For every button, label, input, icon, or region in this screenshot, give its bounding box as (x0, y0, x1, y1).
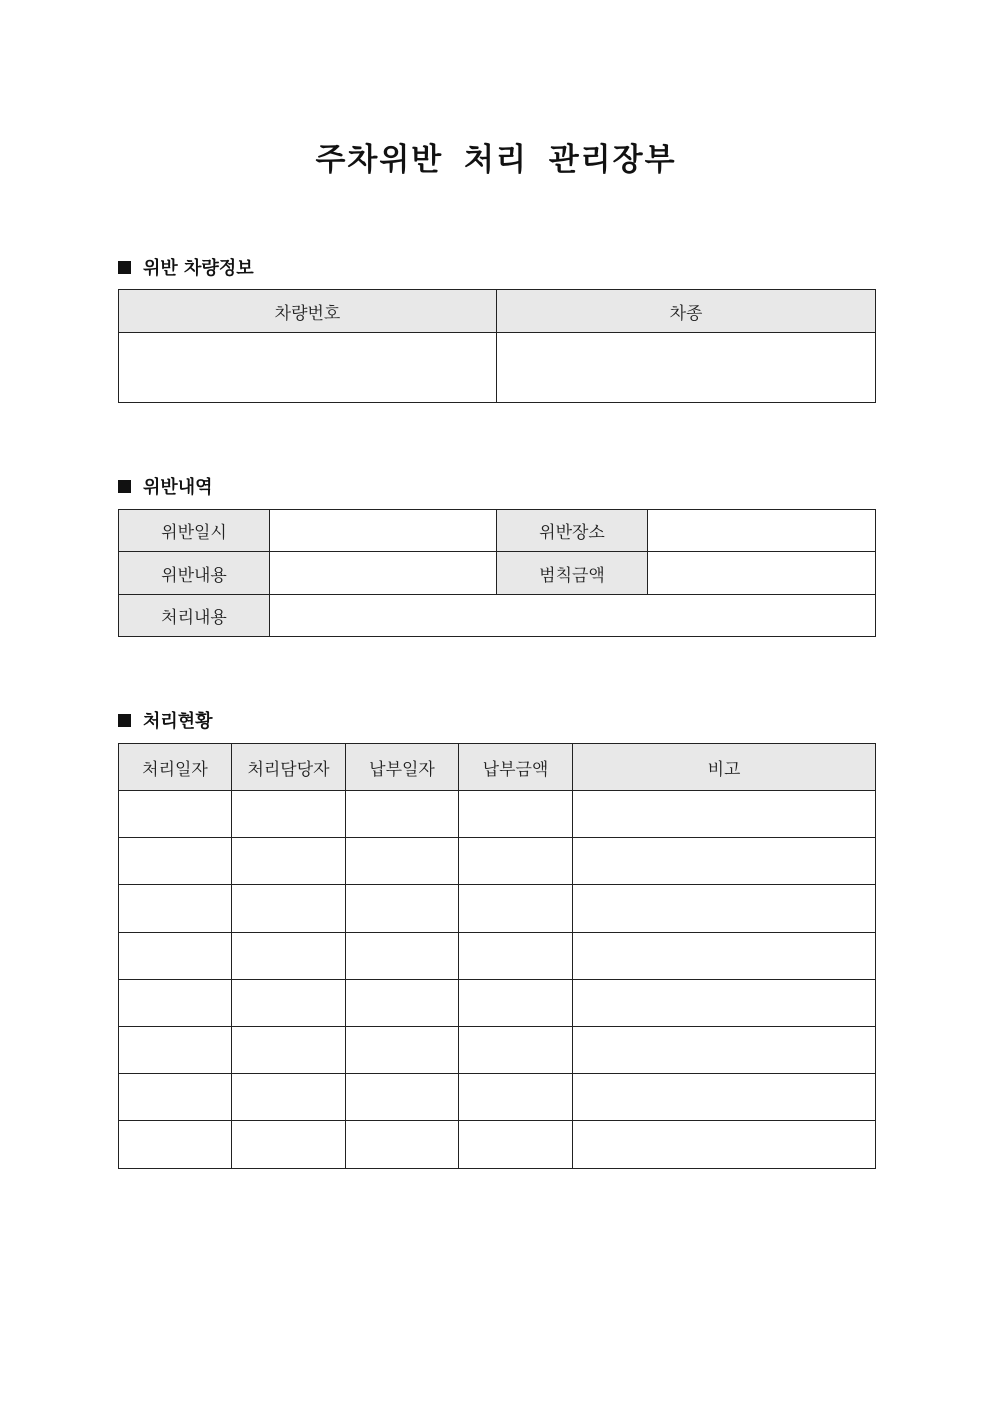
header-processing-officer: 처리담당자 (232, 744, 346, 791)
processing-officer-cell[interactable] (232, 838, 346, 885)
page-title: 주차위반 처리 관리장부 (315, 142, 677, 178)
table-row (119, 838, 876, 885)
processing-date-cell[interactable] (119, 885, 232, 933)
payment-amount-cell[interactable] (459, 791, 573, 838)
violation-location-field[interactable] (648, 510, 876, 552)
processing-status-table (118, 743, 876, 1169)
header-payment-amount: 납부금액 (459, 744, 573, 791)
remarks-cell[interactable] (573, 838, 876, 885)
processing-officer-cell[interactable] (232, 1074, 346, 1121)
processing-date-cell[interactable] (119, 791, 232, 838)
table-row (119, 885, 876, 933)
remarks-cell[interactable] (573, 791, 876, 838)
section-processing-status-label: 처리현황 (143, 711, 213, 732)
processing-officer-cell[interactable] (232, 791, 346, 838)
vehicle-type-field[interactable] (497, 333, 876, 403)
header-vehicle-type: 차종 (497, 290, 876, 333)
table-row (119, 1074, 876, 1121)
processing-date-cell[interactable] (119, 1074, 232, 1121)
header-remarks: 비고 (573, 744, 876, 791)
table-row (119, 791, 876, 838)
payment-date-cell[interactable] (346, 791, 459, 838)
processing-date-cell[interactable] (119, 1121, 232, 1169)
payment-date-cell[interactable] (346, 1121, 459, 1169)
processing-content-field[interactable] (270, 595, 876, 637)
remarks-cell[interactable] (573, 1027, 876, 1074)
header-processing-date: 처리일자 (119, 744, 232, 791)
section-vehicle-info-label: 위반 차량정보 (143, 258, 254, 279)
header-payment-date: 납부일자 (346, 744, 459, 791)
section-vehicle-info-heading (118, 254, 254, 280)
processing-date-cell[interactable] (119, 933, 232, 980)
label-processing-content: 처리내용 (119, 595, 270, 637)
label-violation-content: 위반내용 (119, 552, 270, 595)
processing-date-cell[interactable] (119, 1027, 232, 1074)
section-violation-details-label: 위반내역 (143, 477, 213, 498)
header-plate-number: 차량번호 (119, 290, 497, 333)
payment-amount-cell[interactable] (459, 1121, 573, 1169)
remarks-cell[interactable] (573, 933, 876, 980)
payment-amount-cell[interactable] (459, 1074, 573, 1121)
payment-amount-cell[interactable] (459, 980, 573, 1027)
table-row (119, 980, 876, 1027)
processing-date-cell[interactable] (119, 838, 232, 885)
label-violation-location: 위반장소 (497, 510, 648, 552)
payment-amount-cell[interactable] (459, 933, 573, 980)
table-row (119, 1121, 876, 1169)
payment-date-cell[interactable] (346, 1027, 459, 1074)
processing-officer-cell[interactable] (232, 933, 346, 980)
violation-content-field[interactable] (270, 552, 497, 595)
payment-amount-cell[interactable] (459, 885, 573, 933)
label-violation-datetime: 위반일시 (119, 510, 270, 552)
fine-amount-field[interactable] (648, 552, 876, 595)
section-processing-status-heading (118, 707, 213, 733)
square-bullet-icon (118, 714, 131, 727)
payment-amount-cell[interactable] (459, 838, 573, 885)
violation-details-table (118, 509, 876, 637)
processing-officer-cell[interactable] (232, 885, 346, 933)
processing-officer-cell[interactable] (232, 980, 346, 1027)
table-row (119, 933, 876, 980)
table-row (119, 1027, 876, 1074)
processing-date-cell[interactable] (119, 980, 232, 1027)
remarks-cell[interactable] (573, 1121, 876, 1169)
processing-officer-cell[interactable] (232, 1027, 346, 1074)
square-bullet-icon (118, 480, 131, 493)
payment-date-cell[interactable] (346, 980, 459, 1027)
square-bullet-icon (118, 261, 131, 274)
payment-amount-cell[interactable] (459, 1027, 573, 1074)
remarks-cell[interactable] (573, 1074, 876, 1121)
vehicle-info-table (118, 289, 876, 403)
remarks-cell[interactable] (573, 980, 876, 1027)
plate-number-field[interactable] (119, 333, 497, 403)
section-violation-details-heading (118, 473, 213, 499)
payment-date-cell[interactable] (346, 885, 459, 933)
payment-date-cell[interactable] (346, 1074, 459, 1121)
processing-officer-cell[interactable] (232, 1121, 346, 1169)
payment-date-cell[interactable] (346, 838, 459, 885)
remarks-cell[interactable] (573, 885, 876, 933)
payment-date-cell[interactable] (346, 933, 459, 980)
violation-datetime-field[interactable] (270, 510, 497, 552)
label-fine-amount: 범칙금액 (497, 552, 648, 595)
